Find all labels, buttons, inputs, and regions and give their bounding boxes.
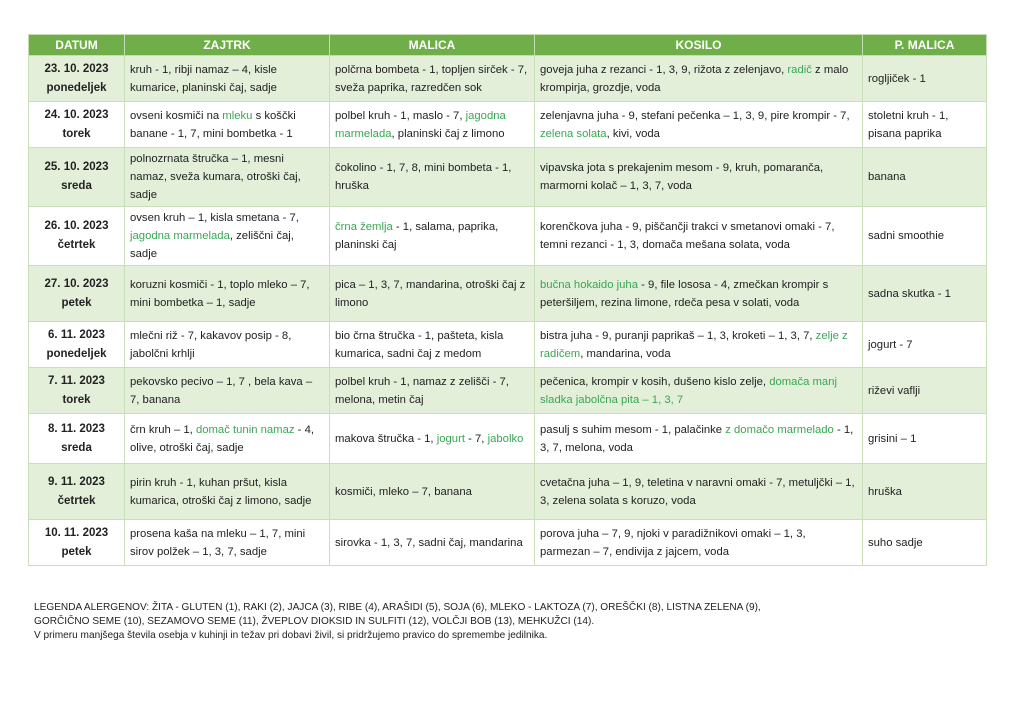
date-cell bbox=[29, 148, 125, 207]
zajtrk-cell bbox=[125, 414, 330, 464]
menu-body bbox=[29, 56, 987, 566]
food-text: polbel kruh - 1, maslo - 7, bbox=[335, 109, 466, 122]
food-text: - 1, 3, 7, melona, voda bbox=[540, 423, 854, 454]
food-text: koruzni kosmiči - 1, toplo mleko – 7, mini bombetka – 1, sadje bbox=[130, 278, 310, 309]
pmalica-cell bbox=[863, 464, 987, 520]
food-text: - 7, bbox=[464, 432, 488, 445]
pmalica-cell bbox=[863, 368, 987, 414]
highlighted-food: z domačo marmelado bbox=[725, 423, 834, 436]
food-text: , zeliščni čaj, sadje bbox=[130, 230, 294, 260]
food-text: mlečni riž - 7, kakavov posip - 8, jabolčni krhlji bbox=[130, 329, 292, 360]
date-cell bbox=[29, 266, 125, 322]
table-row bbox=[29, 414, 987, 464]
food-text: s koščki banane - 1, 7, mini bombetka - 1 bbox=[130, 109, 296, 140]
malica-cell bbox=[330, 148, 535, 207]
day-text: petek bbox=[61, 545, 92, 558]
table-row bbox=[29, 464, 987, 520]
food-text: bio črna štručka - 1, pašteta, kisla kumarica, sadni čaj z medom bbox=[335, 329, 504, 360]
zajtrk-cell bbox=[125, 56, 330, 102]
food-text: rogljiček - 1 bbox=[868, 72, 926, 85]
food-text: riževi vaflji bbox=[868, 384, 921, 397]
highlighted-food: radič bbox=[787, 63, 812, 76]
kosilo-cell bbox=[535, 148, 863, 207]
food-text: polbel kruh - 1, namaz z zelišči - 7, melona, metin čaj bbox=[335, 375, 509, 406]
food-text: pečenica, krompir v kosih, dušeno kislo zelje, bbox=[540, 375, 770, 388]
zajtrk-cell bbox=[125, 148, 330, 207]
date-text: 24. 10. 2023 bbox=[44, 108, 109, 121]
food-text: pirin kruh - 1, kuhan pršut, kisla kumarica, otroški čaj z limono, sadje bbox=[130, 476, 312, 507]
malica-cell bbox=[330, 207, 535, 266]
date-cell bbox=[29, 414, 125, 464]
food-text: bistra juha - 9, puranji paprikaš – 1, 3, kroketi – 1, 3, 7, bbox=[540, 329, 816, 342]
food-text: čokolino - 1, 7, 8, mini bombeta - 1, hruška bbox=[335, 162, 512, 192]
menu-page bbox=[28, 34, 986, 566]
highlighted-food: domača manj sladka jabolčna pita – 1, 3, 7 bbox=[540, 375, 838, 406]
date-cell bbox=[29, 102, 125, 148]
pmalica-cell bbox=[863, 414, 987, 464]
food-text: polčrna bombeta - 1, topljen sirček - 7, sveža paprika, razredčen sok bbox=[335, 63, 528, 94]
kosilo-cell bbox=[535, 102, 863, 148]
kosilo-cell bbox=[535, 520, 863, 566]
date-cell bbox=[29, 368, 125, 414]
food-text: črn kruh – 1, bbox=[130, 423, 196, 436]
table-row bbox=[29, 368, 987, 414]
food-text: - 4, olive, otroški čaj, sadje bbox=[130, 423, 314, 454]
zajtrk-cell bbox=[125, 464, 330, 520]
food-text: goveja juha z rezanci - 1, 3, 9, rižota z zelenjavo, bbox=[540, 63, 788, 76]
pmalica-cell bbox=[863, 322, 987, 368]
zajtrk-cell bbox=[125, 266, 330, 322]
food-text: cvetačna juha – 1, 9, teletina v naravni omaki - 7, metuljčki – 1, 3, zelena solata s koruzo, voda bbox=[540, 476, 855, 507]
zajtrk-cell bbox=[125, 322, 330, 368]
legend-note: V primeru manjšega števila osebja v kuhinji in težav pri dobavi živil, si pridržujemo pravico do spremembe jedilnika. bbox=[34, 630, 548, 641]
date-text: 23. 10. 2023 bbox=[44, 62, 109, 75]
food-text: ovsen kruh – 1, kisla smetana - 7, bbox=[130, 212, 299, 224]
pmalica-cell bbox=[863, 520, 987, 566]
pmalica-cell bbox=[863, 148, 987, 207]
allergen-legend bbox=[34, 601, 994, 643]
table-row bbox=[29, 520, 987, 566]
food-text: vipavska jota s prekajenim mesom - 9, kruh, pomaranča, marmorni kolač – 1, 3, 7, voda bbox=[540, 162, 824, 192]
kosilo-cell bbox=[535, 464, 863, 520]
malica-cell bbox=[330, 414, 535, 464]
highlighted-food: domač tunin namaz bbox=[195, 423, 295, 436]
date-text: 7. 11. 2023 bbox=[48, 374, 105, 387]
legend-line-2: GORČIČNO SEME (10), SEZAMOVO SEME (11), ŽVEPLOV DIOKSID IN SULFITI (12), VOLČJI BOB (13), MEHKUŽCI (14). bbox=[34, 616, 595, 627]
highlighted-food: črna žemlja bbox=[335, 221, 393, 233]
highlighted-food: jagodna marmelada bbox=[130, 230, 230, 242]
malica-cell bbox=[330, 322, 535, 368]
food-text: sadni smoothie bbox=[868, 230, 944, 242]
day-text: ponedeljek bbox=[46, 81, 107, 94]
kosilo-cell bbox=[535, 266, 863, 322]
table-row bbox=[29, 56, 987, 102]
food-text: sirovka - 1, 3, 7, sadni čaj, mandarina bbox=[335, 536, 523, 549]
malica-cell bbox=[330, 266, 535, 322]
zajtrk-cell bbox=[125, 520, 330, 566]
table-row bbox=[29, 207, 987, 266]
day-text: torek bbox=[62, 393, 91, 406]
table-row bbox=[29, 102, 987, 148]
header-row bbox=[29, 35, 987, 56]
table-row bbox=[29, 148, 987, 207]
header-kosilo: KOSILO bbox=[535, 35, 863, 56]
date-cell bbox=[29, 56, 125, 102]
food-text: , planinski čaj z limono bbox=[391, 127, 505, 140]
highlighted-food: bučna hokaido juha bbox=[540, 278, 638, 291]
table-row bbox=[29, 266, 987, 322]
zajtrk-cell bbox=[125, 207, 330, 266]
day-text: ponedeljek bbox=[46, 347, 107, 360]
malica-cell bbox=[330, 102, 535, 148]
kosilo-cell bbox=[535, 322, 863, 368]
food-text: jogurt - 7 bbox=[868, 338, 913, 351]
zajtrk-cell bbox=[125, 368, 330, 414]
date-text: 6. 11. 2023 bbox=[48, 328, 105, 341]
food-text: zelenjavna juha - 9, stefani pečenka – 1, 3, 9, pire krompir - 7, bbox=[540, 109, 850, 122]
food-text: grisini – 1 bbox=[868, 432, 917, 445]
food-text: pekovsko pecivo – 1, 7 , bela kava – 7, banana bbox=[130, 375, 313, 406]
malica-cell bbox=[330, 520, 535, 566]
pmalica-cell bbox=[863, 102, 987, 148]
highlighted-food: zelena solata bbox=[540, 127, 607, 140]
legend-line-1: LEGENDA ALERGENOV: ŽITA - GLUTEN (1), RAKI (2), JAJCA (3), RIBE (4), ARAŠIDI (5), SOJA (6), MLEKO - LAKTOZA (7), OREŠČKI (8), LISTNA ZELENA (9), bbox=[34, 602, 761, 613]
header-malica: MALICA bbox=[330, 35, 535, 56]
food-text: sadna skutka - 1 bbox=[868, 287, 951, 300]
food-text: kruh - 1, ribji namaz – 4, kisle kumarice, planinski čaj, sadje bbox=[130, 63, 277, 94]
food-text: banana bbox=[868, 171, 906, 183]
date-text: 9. 11. 2023 bbox=[48, 475, 105, 488]
day-text: četrtek bbox=[57, 239, 96, 251]
pmalica-cell bbox=[863, 207, 987, 266]
highlighted-food: jabolko bbox=[487, 432, 524, 445]
food-text: polnozrnata štručka – 1, mesni namaz, sveža kumara, otroški čaj, sadje bbox=[130, 153, 301, 201]
day-text: sreda bbox=[61, 441, 92, 454]
menu-table bbox=[28, 34, 987, 566]
food-text: prosena kaša na mleku – 1, 7, mini sirov polžek – 1, 3, 7, sadje bbox=[130, 527, 306, 558]
food-text: ovseni kosmiči na bbox=[130, 109, 223, 122]
zajtrk-cell bbox=[125, 102, 330, 148]
highlighted-food: jogurt bbox=[436, 432, 465, 445]
date-cell bbox=[29, 207, 125, 266]
food-text: makova štručka - 1, bbox=[335, 432, 437, 445]
food-text: , mandarina, voda bbox=[580, 347, 671, 360]
header-p-malica: P. MALICA bbox=[863, 35, 987, 56]
kosilo-cell bbox=[535, 414, 863, 464]
kosilo-cell bbox=[535, 56, 863, 102]
food-text: - 9, file lososa - 4, zmečkan krompir s peteršiljem, rezina limone, rdeča pesa v solati, voda bbox=[540, 278, 829, 309]
food-text: korenčkova juha - 9, piščančji trakci v smetanovi omaki - 7, temni rezanci - 1, 3, domača mešana solata, voda bbox=[540, 221, 835, 251]
food-text: kosmiči, mleko – 7, banana bbox=[335, 485, 472, 498]
food-text: suho sadje bbox=[868, 536, 923, 549]
day-text: torek bbox=[62, 127, 91, 140]
day-text: četrtek bbox=[57, 494, 96, 507]
date-cell bbox=[29, 322, 125, 368]
date-text: 26. 10. 2023 bbox=[44, 220, 109, 232]
day-text: petek bbox=[61, 296, 92, 309]
food-text: z malo krompirja, grozdje, voda bbox=[540, 63, 849, 94]
malica-cell bbox=[330, 56, 535, 102]
malica-cell bbox=[330, 368, 535, 414]
food-text: - 1, salama, paprika, planinski čaj bbox=[335, 221, 499, 251]
food-text: hruška bbox=[868, 485, 902, 498]
date-cell bbox=[29, 464, 125, 520]
food-text: stoletni kruh - 1, pisana paprika bbox=[868, 109, 949, 140]
pmalica-cell bbox=[863, 266, 987, 322]
kosilo-cell bbox=[535, 207, 863, 266]
header-datum: DATUM bbox=[29, 35, 125, 56]
pmalica-cell bbox=[863, 56, 987, 102]
kosilo-cell bbox=[535, 368, 863, 414]
food-text: , kivi, voda bbox=[606, 127, 660, 140]
date-text: 25. 10. 2023 bbox=[44, 161, 109, 173]
table-row bbox=[29, 322, 987, 368]
date-text: 27. 10. 2023 bbox=[44, 277, 109, 290]
date-text: 10. 11. 2023 bbox=[44, 526, 109, 539]
header-zajtrk: ZAJTRK bbox=[125, 35, 330, 56]
day-text: sreda bbox=[61, 180, 92, 192]
food-text: porova juha – 7, 9, njoki v paradižnikovi omaki – 1, 3, parmezan – 7, endivija z jajcem, voda bbox=[540, 527, 806, 558]
highlighted-food: zelje z radičem bbox=[540, 329, 848, 360]
date-cell bbox=[29, 520, 125, 566]
date-text: 8. 11. 2023 bbox=[48, 422, 105, 435]
malica-cell bbox=[330, 464, 535, 520]
highlighted-food: jagodna marmelada bbox=[335, 109, 506, 140]
highlighted-food: mleku bbox=[222, 109, 253, 122]
food-text: pasulj s suhim mesom - 1, palačinke bbox=[540, 423, 726, 436]
food-text: pica – 1, 3, 7, mandarina, otroški čaj z limono bbox=[335, 278, 526, 309]
